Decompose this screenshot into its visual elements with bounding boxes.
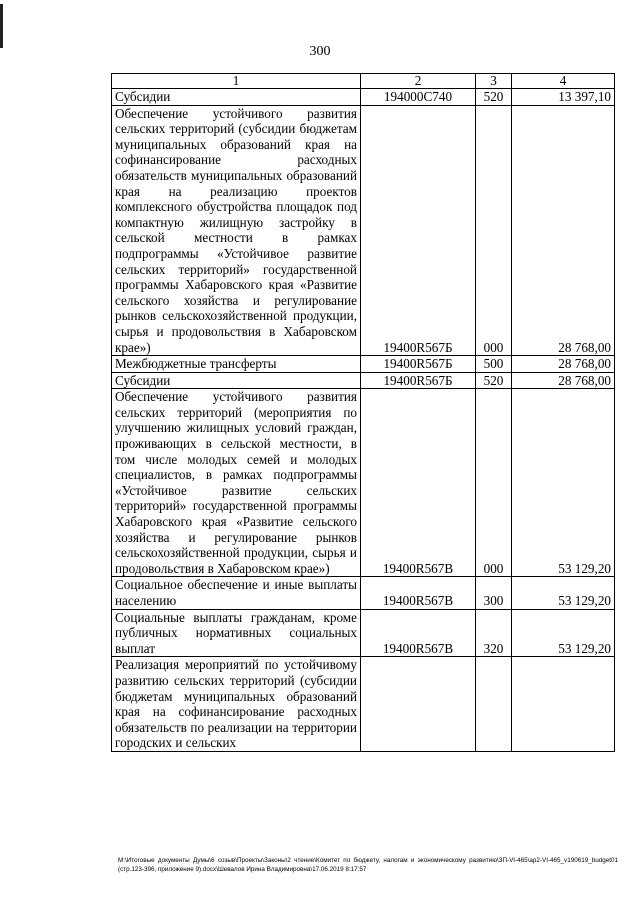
row-amount: 28 768,00 bbox=[512, 356, 615, 373]
page-edge-mark bbox=[0, 4, 3, 48]
row-code: 19400R567Б bbox=[361, 372, 476, 389]
page-number: 300 bbox=[309, 44, 331, 59]
row-type: 300 bbox=[476, 577, 512, 609]
table-row bbox=[112, 389, 615, 577]
table-row bbox=[112, 105, 615, 356]
row-amount: 53 129,20 bbox=[512, 389, 615, 577]
header-col-3: 3 bbox=[476, 74, 512, 89]
table-row bbox=[112, 372, 615, 389]
table-header-row bbox=[112, 74, 615, 89]
header-col-4: 4 bbox=[512, 74, 615, 89]
row-name: Межбюджетные трансферты bbox=[112, 356, 361, 373]
table-row bbox=[112, 577, 615, 609]
header-col-2: 2 bbox=[361, 74, 476, 89]
row-name: Социальные выплаты гражданам, кроме публичных нормативных социальных выплат bbox=[112, 609, 361, 657]
row-name: Обеспечение устойчивого развития сельских территорий (субсидии бюджетам муниципальных образований края на софинансирование расходных обязательств муниципальных образований края на реализацию проектов комплексного обустройства площадок под компактную жилищную застройку в сельской местности в рамках подпрограммы «Устойчивое развитие сельских территорий» государственной программы Хабаровского края «Развитие сельского хозяйства и регулирование рынков сельскохозяйственной продукции, сырья и продовольствия в Хабаровском крае») bbox=[112, 105, 361, 356]
row-type: 320 bbox=[476, 609, 512, 657]
row-amount: 53 129,20 bbox=[512, 577, 615, 609]
row-amount: 28 768,00 bbox=[512, 105, 615, 356]
row-type: 000 bbox=[476, 389, 512, 577]
footer-file-path: М:\Итоговые документы Думы\6 созыв\Проекты\Законы\2 чтение\Комитет по бюджету, налогам и экономическому развитию\ЗП-VI-465\ар2-VI-465_v190619_budget01 (стр.123-396, приложение 9).docx\Шевалов Ирина Владимировна\17.06.2019 8:17:57 bbox=[118, 857, 618, 873]
table-row bbox=[112, 609, 615, 657]
row-amount: 53 129,20 bbox=[512, 609, 615, 657]
row-type: 000 bbox=[476, 105, 512, 356]
row-name: Социальное обеспечение и иные выплаты населению bbox=[112, 577, 361, 609]
row-code bbox=[361, 657, 476, 752]
row-code: 19400R567В bbox=[361, 577, 476, 609]
row-code: 194000С740 bbox=[361, 89, 476, 106]
row-amount: 13 397,10 bbox=[512, 89, 615, 106]
row-amount bbox=[512, 657, 615, 752]
table-row bbox=[112, 89, 615, 106]
row-name: Обеспечение устойчивого развития сельских территорий (мероприятия по улучшению жилищных условий граждан, проживающих в сельской местности, в том числе молодых семей и молодых специалистов, в рамках подпрограммы «Устойчивое развитие сельских территорий» государственной программы Хабаровского края «Развитие сельского хозяйства и регулирование рынков сельскохозяйственной продукции, сырья и продовольствия в Хабаровском крае») bbox=[112, 389, 361, 577]
table-row bbox=[112, 657, 615, 752]
row-name: Субсидии bbox=[112, 372, 361, 389]
row-name: Реализация мероприятий по устойчивому развитию сельских территорий (субсидии бюджетам муниципальных образований края на софинансирование расходных обязательств по реализации на территории городских и сельских bbox=[112, 657, 361, 752]
table-row bbox=[112, 356, 615, 373]
row-code: 19400R567В bbox=[361, 389, 476, 577]
row-type: 520 bbox=[476, 89, 512, 106]
row-amount: 28 768,00 bbox=[512, 372, 615, 389]
budget-table bbox=[111, 73, 615, 752]
row-code: 19400R567Б bbox=[361, 105, 476, 356]
row-type: 500 bbox=[476, 356, 512, 373]
row-name: Субсидии bbox=[112, 89, 361, 106]
row-code: 19400R567В bbox=[361, 609, 476, 657]
row-code: 19400R567Б bbox=[361, 356, 476, 373]
row-type bbox=[476, 657, 512, 752]
row-type: 520 bbox=[476, 372, 512, 389]
header-col-1: 1 bbox=[112, 74, 361, 89]
